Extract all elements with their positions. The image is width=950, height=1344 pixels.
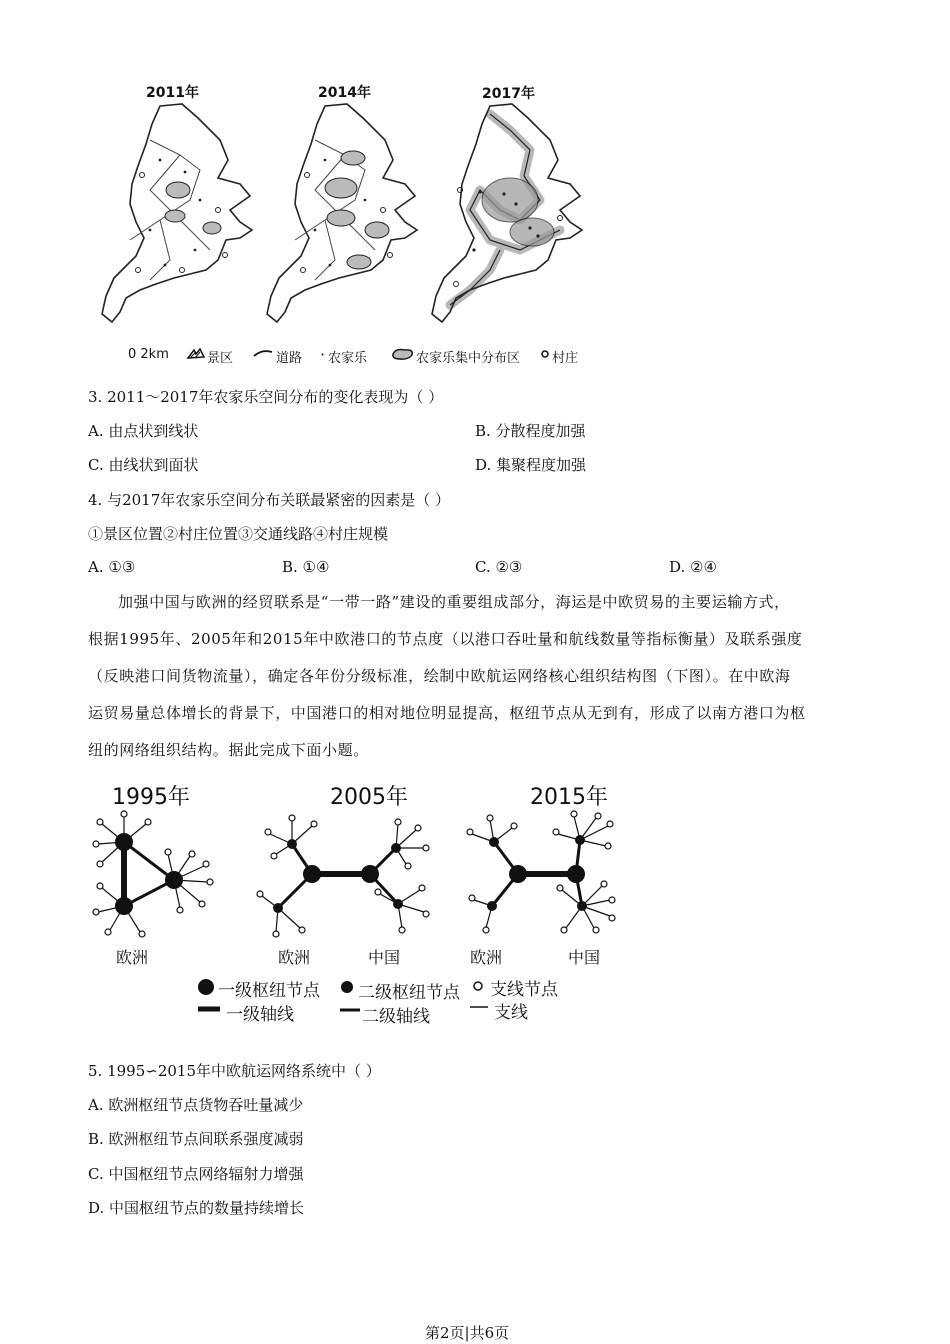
axis1-icon (196, 1004, 222, 1014)
label-china-2015: 中国 (568, 948, 601, 967)
q4-option-b[interactable]: B. ①④ (282, 558, 330, 576)
q5-option-b[interactable]: B. 欧洲枢纽节点间联系强度减弱 (88, 1130, 304, 1148)
question-4-stem: 4. 与2017年农家乐空间分布关联最紧密的因素是（ ） (88, 491, 451, 509)
legend-cluster: 农家乐集中分布区 (416, 351, 521, 366)
map-year-2014: 2014年 (318, 85, 371, 101)
q5-option-c[interactable]: C. 中国枢纽节点网络辐射力增强 (88, 1165, 304, 1183)
q3-option-d[interactable]: D. 集聚程度加强 (475, 456, 587, 474)
label-europe-1995: 欧洲 (116, 948, 149, 967)
legend-branchline: 支线 (494, 1003, 528, 1023)
legend-branch-node: 支线节点 (490, 980, 558, 1000)
q3-option-a[interactable]: A. 由点状到线状 (88, 422, 199, 440)
hub2-icon (340, 980, 354, 994)
legend-village: 村庄 (552, 351, 579, 366)
scenic-icon (186, 348, 206, 360)
map-2017 (432, 104, 582, 322)
axis2-icon (338, 1006, 362, 1014)
q4-option-a[interactable]: A. ①③ (88, 558, 136, 576)
passage-line-5: 纽的网络组织结构。据此完成下面小题。 (88, 741, 369, 759)
question-5-stem: 5. 1995∽2015年中欧航运网络系统中（ ） (88, 1062, 381, 1080)
map-year-2011: 2011年 (146, 85, 199, 101)
q4-option-c[interactable]: C. ②③ (475, 558, 523, 576)
passage-line-4: 运贸易量总体增长的背景下，中国港口的相对地位明显提高，枢纽节点从无到有，形成了以南方港口为枢 (88, 704, 806, 722)
network-year-2005: 2005年 (330, 785, 408, 810)
village-icon (540, 349, 550, 359)
legend-scale: 0 2km (128, 347, 169, 362)
network-year-1995: 1995年 (112, 785, 190, 810)
q3-option-c[interactable]: C. 由线状到面状 (88, 456, 199, 474)
label-china-2005: 中国 (368, 948, 401, 967)
legend-road: 道路 (276, 351, 303, 366)
q3-option-b[interactable]: B. 分散程度加强 (475, 422, 586, 440)
q5-option-a[interactable]: A. 欧洲枢纽节点货物吞吐量减少 (88, 1096, 304, 1114)
legend-hub2: 二级枢纽节点 (358, 983, 460, 1003)
page-footer: 第2页|共6页 (425, 1324, 510, 1342)
legend-farmhouse: 农家乐 (328, 351, 368, 366)
label-europe-2005: 欧洲 (278, 948, 311, 967)
question-3-stem: 3. 2011～2017年农家乐空间分布的变化表现为（ ） (88, 388, 444, 406)
map-2011 (102, 104, 252, 322)
branch-node-icon (472, 980, 484, 992)
branchline-icon (468, 1004, 490, 1010)
hub1-icon (196, 977, 216, 997)
farmhouse-maps (80, 100, 600, 340)
passage-line-2: 根据1995年、2005年和2015年中欧港口的节点度（以港口吞吐量和航线数量等指标衡量）及联系强度 (88, 630, 803, 648)
legend-hub1: 一级枢纽节点 (218, 981, 320, 1001)
farmhouse-dot-icon: · (320, 345, 326, 364)
label-europe-2015: 欧洲 (470, 948, 503, 967)
road-icon (252, 348, 274, 358)
cluster-icon (390, 347, 416, 361)
map-2014 (267, 104, 417, 322)
legend-axis2: 二级轴线 (362, 1007, 430, 1027)
q5-option-d[interactable]: D. 中国枢纽节点的数量持续增长 (88, 1199, 305, 1217)
legend-axis1: 一级轴线 (226, 1005, 294, 1025)
shipping-network-diagram (80, 800, 640, 950)
passage-line-3: （反映港口间货物流量），确定各年份分级标准，绘制中欧航运网络核心组织结构图（下图）。在中欧海 (88, 667, 791, 685)
passage-line-1: 加强中国与欧洲的经贸联系是“一带一路”建设的重要组成部分，海运是中欧贸易的主要运输方式， (118, 593, 790, 611)
map-year-2017: 2017年 (482, 86, 535, 102)
network-year-2015: 2015年 (530, 785, 608, 810)
q4-option-d[interactable]: D. ②④ (669, 558, 717, 576)
question-4-items: ①景区位置②村庄位置③交通线路④村庄规模 (88, 525, 389, 543)
legend-scenic: 景区 (207, 351, 234, 366)
